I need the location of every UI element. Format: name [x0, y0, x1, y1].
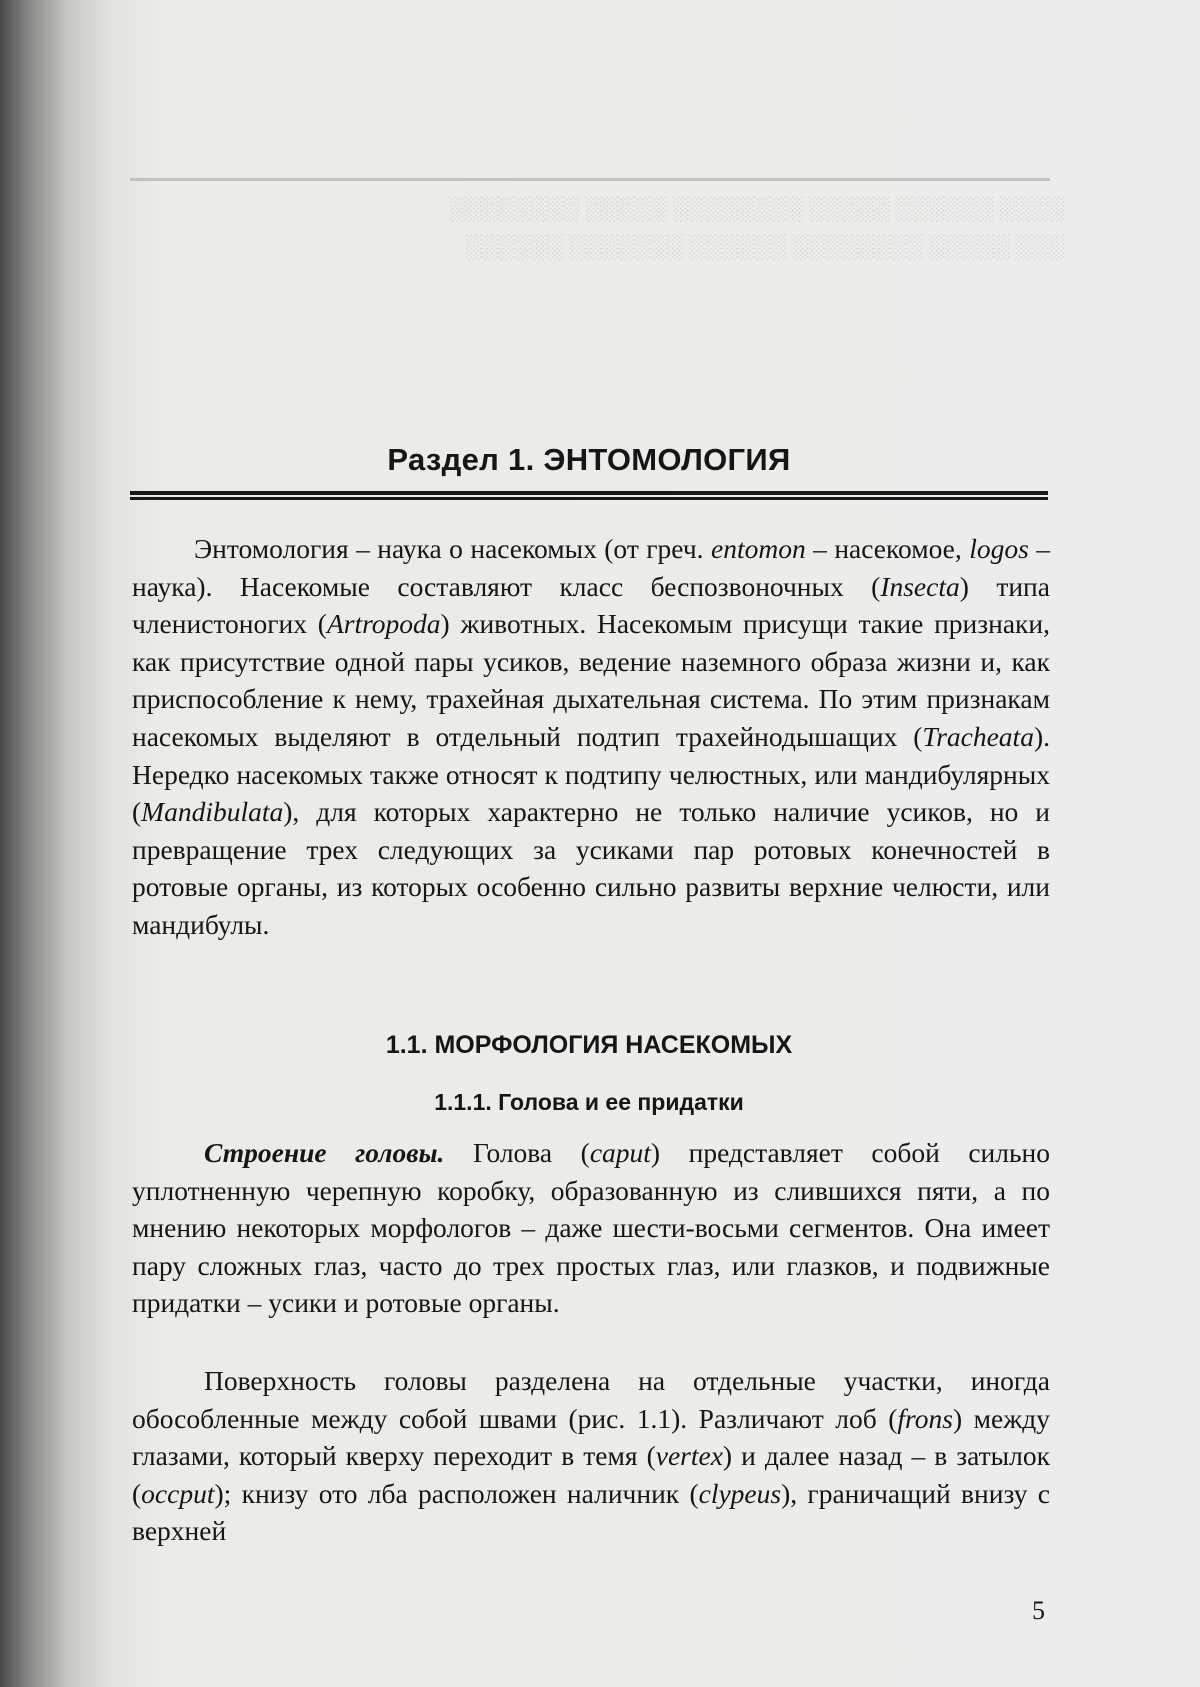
- latin-term: caput: [589, 1137, 651, 1168]
- latin-term: frons: [897, 1402, 953, 1434]
- paragraph-head-structure: [132, 1134, 1050, 1322]
- subsection-title: 1.1. МОРФОЛОГИЯ НАСЕКОМЫХ: [385, 1031, 793, 1059]
- text-run: ); книзу ото лба расположен наличник (: [214, 1477, 699, 1509]
- latin-term: entomon: [710, 533, 806, 564]
- text-run: ) между глазами, который кверху переходит в темя (: [132, 1402, 1050, 1472]
- run-in-heading: Строение головы.: [204, 1137, 445, 1168]
- subsubsection-title: 1.1.1. Голова и ее придатки: [434, 1089, 744, 1115]
- bleed-through-rule: [130, 178, 1050, 181]
- text-run: ), граничащий внизу с верхней: [132, 1477, 1050, 1547]
- text-run: ) типа членистоногих (: [132, 570, 1050, 640]
- text-run: – наука). Насекомые составляют класс беспозвоночных (: [132, 533, 1051, 602]
- text-run: ), для которых характерно не только наличие усиков, но и превращение трех следующих за усиками пар ротовых конечностей в ротовые органы, из которых особенно сильно развиты верхние челюсти, или мандибулы.: [132, 796, 1050, 940]
- latin-term: Tracheata: [922, 720, 1034, 752]
- latin-term: vertex: [655, 1440, 723, 1472]
- text-run: Поверхность головы разделена на отдельные участки, иногда обособленные между собой швами (рис. 1.1). Различают лоб (: [132, 1365, 1050, 1434]
- text-run: ) животных. Насекомым присущи такие признаки, как присутствие одной пары усиков, ведение наземного образа жизни и, как приспособление к нему, трахейная дыхательная система. По этим признакам насекомых выделяют в отдельный подтип трахейнодышащих (: [132, 608, 1050, 752]
- section-title-double-rule: [130, 491, 1048, 500]
- latin-term: Insecta: [880, 570, 960, 602]
- latin-term: clypeus: [698, 1477, 782, 1509]
- latin-term: logos: [969, 533, 1029, 564]
- paragraph-head-surface: [132, 1362, 1050, 1550]
- page-number: 5: [1032, 1596, 1045, 1625]
- bleed-through-shadow: ░░░░ ░░░░░░ ░░░░░ ░░░░░░░░ ░░░░░ ░░░░░░░░ ░░░ ░░░░░ ░░░░░░░░ ░░░░░░ ░░░░░░░ ░░░░░░: [449, 196, 1065, 259]
- text-run: ) представляет собой сильно уплотненную черепную коробку, образованную из слившихся пяти, а по мнению некоторых морфологов – даже шести-восьми сегментов. Она имеет пару сложных глаз, часто до трех простых глаз, или глазков, и подвижные придатки – усики и ротовые органы.: [132, 1137, 1050, 1319]
- text-run: ) и далее назад – в затылок (: [132, 1440, 1050, 1509]
- text-run: Голова (: [444, 1137, 590, 1168]
- text-run: – насекомое,: [805, 533, 970, 564]
- paragraph-intro: [132, 530, 1050, 944]
- text-run: Энтомология – наука о насекомых (от греч.: [194, 533, 711, 564]
- latin-term: occput: [141, 1477, 215, 1509]
- latin-term: Artropoda: [326, 608, 441, 640]
- text-run: ). Нередко насекомых также относят к подтипу челюстных, или мандибулярных (: [132, 720, 1050, 828]
- section-title: Раздел 1. ЭНТОМОЛОГИЯ: [387, 442, 791, 477]
- latin-term: Mandibulata: [141, 796, 284, 828]
